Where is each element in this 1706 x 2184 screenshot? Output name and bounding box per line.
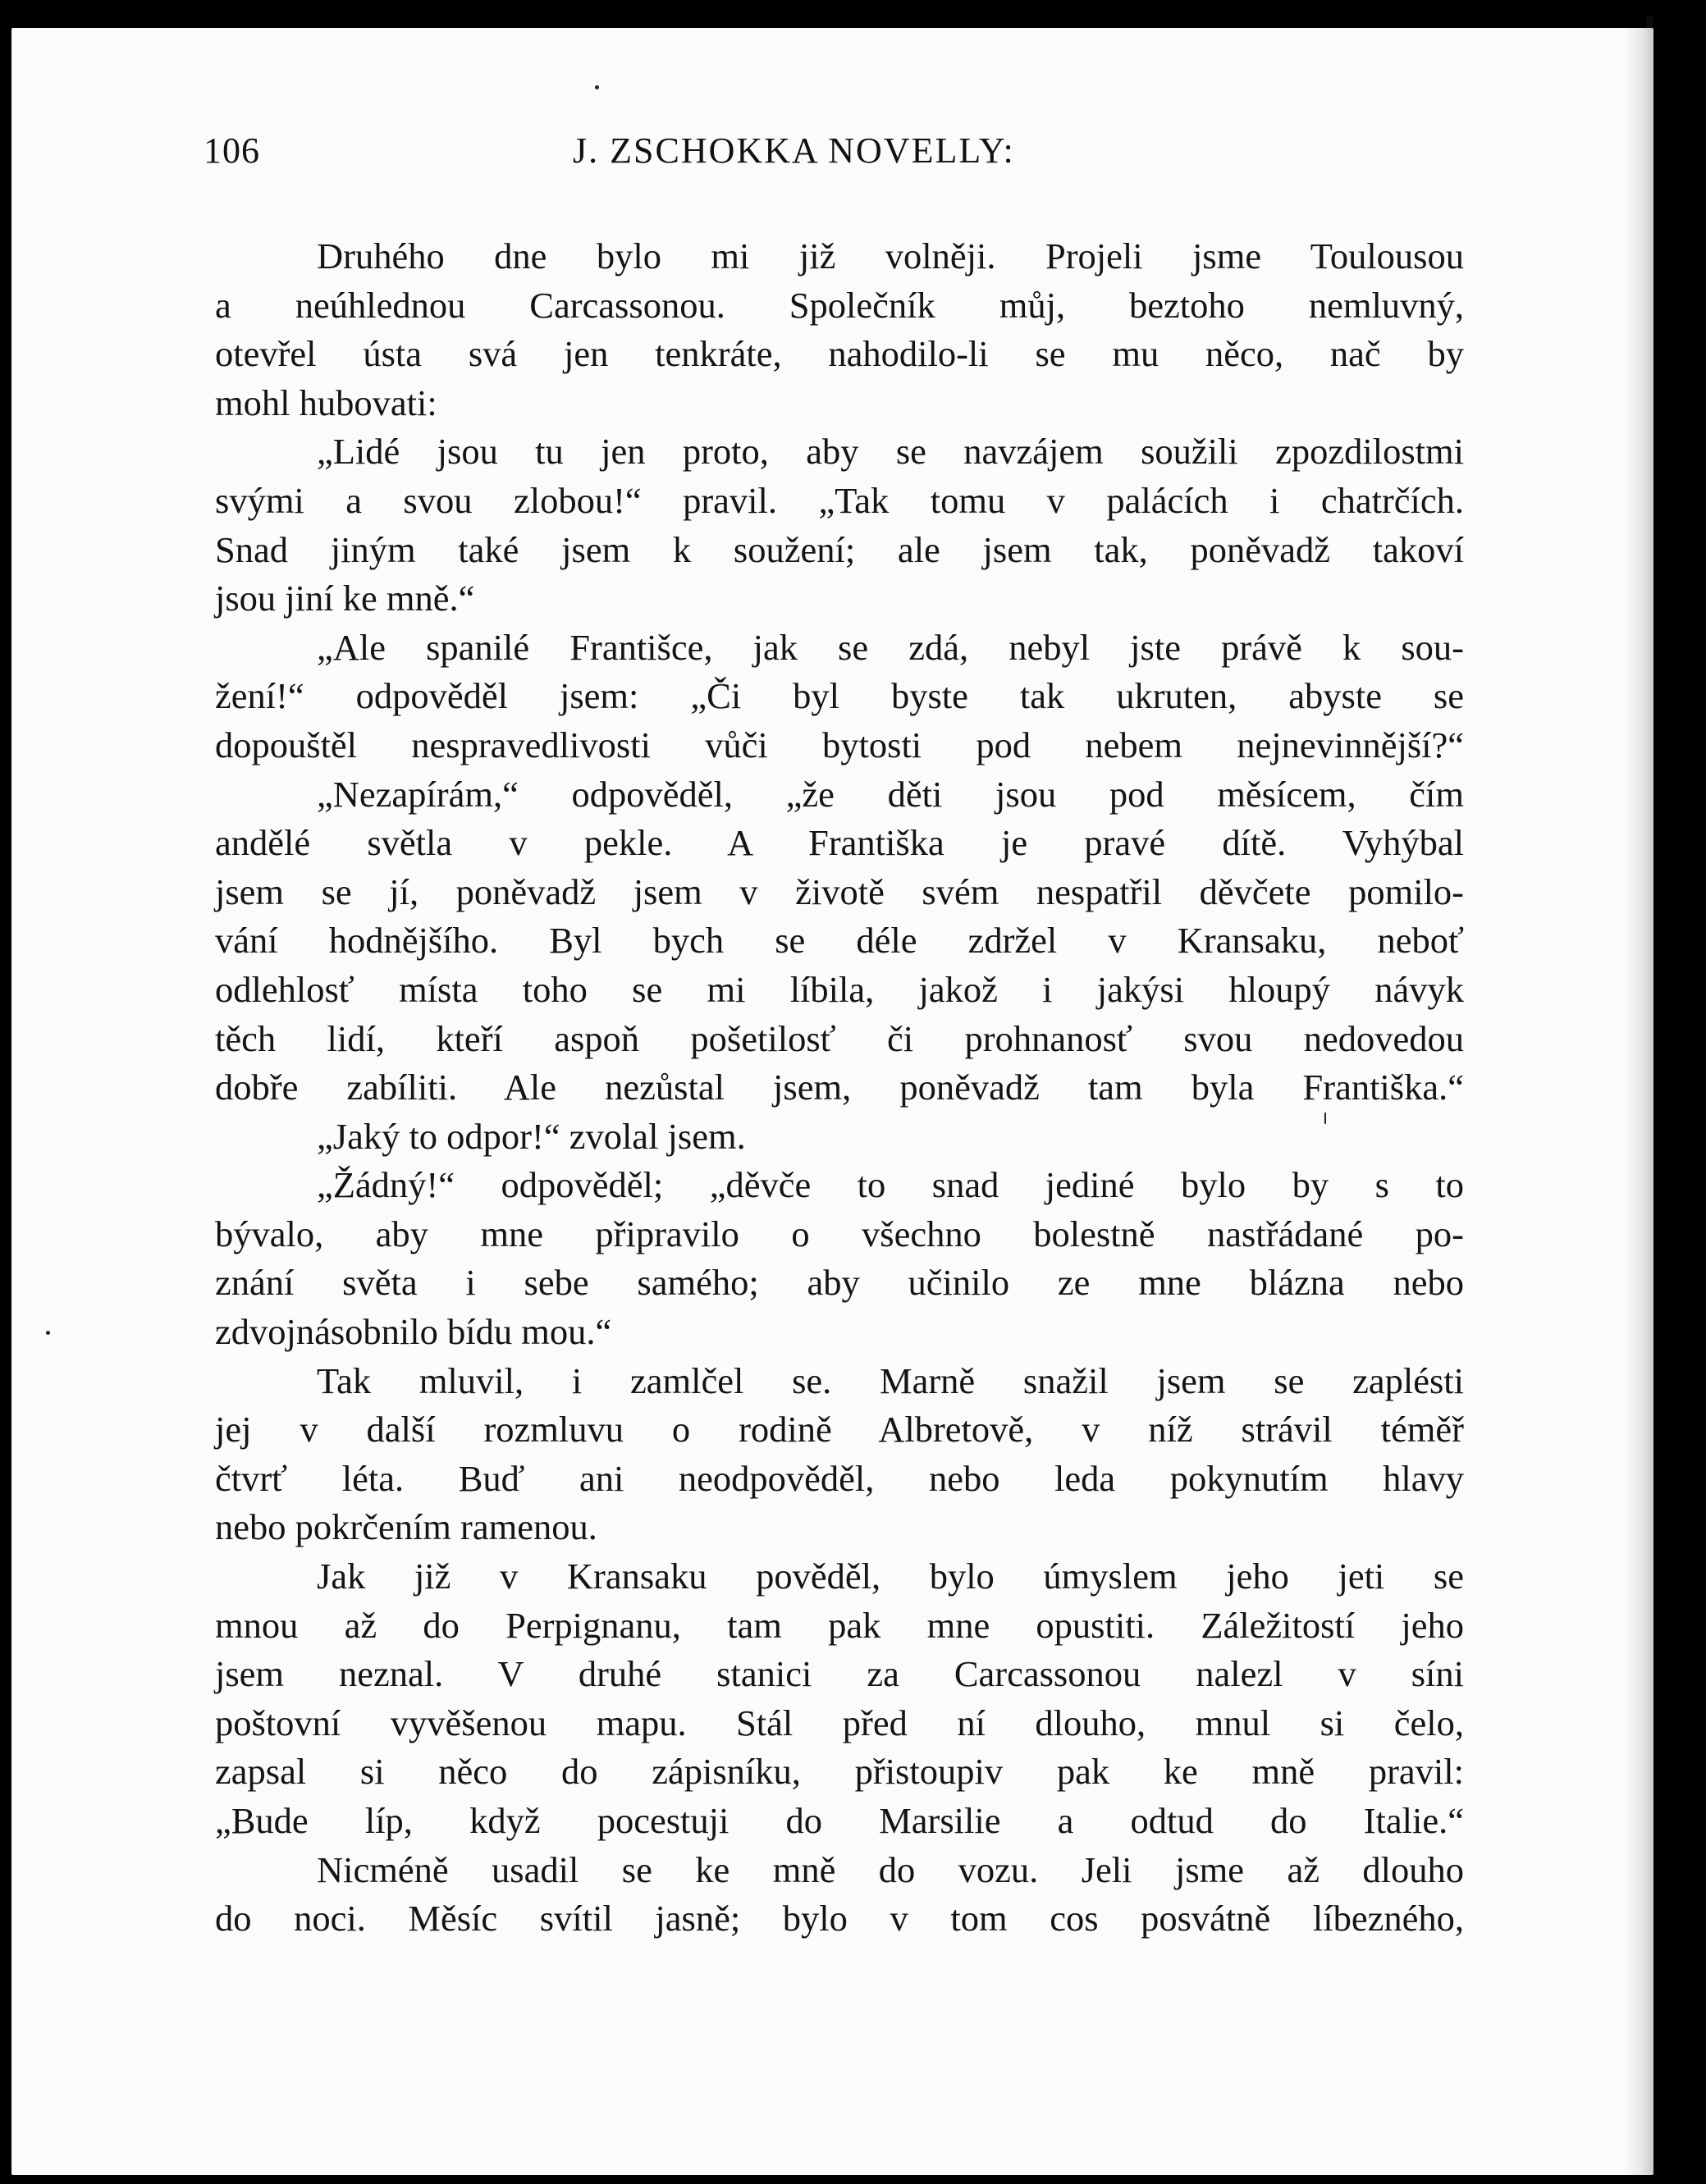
text-line: jsem se jí, poněvadž jsem v životě svém nespatřil děvčete pomilo- (215, 870, 1464, 912)
text-line: Snad jiným také jsem k soužení; ale jsem tak, poněvadž takoví (215, 528, 1464, 570)
text-line: těch lidí, kteří aspoň pošetilosť či prohnanosť svou nedovedou (215, 1017, 1464, 1059)
text-line: „Ale spanilé Františce, jak se zdá, nebyl jste právě k sou- (317, 626, 1464, 668)
text-line: zdvojnásobnilo bídu mou.“ (215, 1311, 612, 1353)
text-line: nebo pokrčením ramenou. (215, 1506, 597, 1548)
text-line: bývalo, aby mne připravilo o všechno bolestně nastřádané po- (215, 1213, 1464, 1254)
text-line: Nicméně usadil se ke mně do vozu. Jeli jsme až dlouho (317, 1848, 1464, 1890)
text-line: zapsal si něco do zápisníku, přistoupiv pak ke mně pravil: (215, 1751, 1464, 1793)
running-title: J. ZSCHOKKA NOVELLY: (573, 130, 1015, 171)
text-line: poštovní vyvěšenou mapu. Stál před ní dlouho, mnul si čelo, (215, 1702, 1464, 1743)
text-line: „Žádný!“ odpověděl; „děvče to snad jediné bylo by s to (317, 1164, 1464, 1206)
text-line: odlehlosť místa toho se mi líbila, jakož i jakýsi hloupý návyk (215, 968, 1464, 1010)
text-line: žení!“ odpověděl jsem: „Či byl byste tak ukruten, abyste se (215, 675, 1464, 717)
text-line: jsem neznal. V druhé stanici za Carcassonou nalezl v síni (215, 1653, 1464, 1695)
text-line: jsou jiní ke mně.“ (215, 578, 475, 619)
text-line: dopouštěl nespravedlivosti vůči bytosti pod nebem nejnevinnější?“ (215, 724, 1464, 765)
scan-speck (595, 85, 599, 89)
text-line: Jak již v Kransaku pověděl, bylo úmyslem jeho jeti se (317, 1556, 1464, 1597)
text-line: „Jaký to odpor!“ zvolal jsem. (317, 1115, 746, 1157)
text-line: znání světa i sebe samého; aby učinilo ze mne blázna nebo (215, 1262, 1464, 1304)
text-line: „Bude líp, když pocestuji do Marsilie a odtud do Italie.“ (215, 1800, 1464, 1841)
text-line: andělé světla v pekle. A Františka je pravé dítě. Vyhýbal (215, 822, 1464, 864)
text-line: „Lidé jsou tu jen proto, aby se navzájem soužili zpozdilostmi (317, 431, 1464, 473)
body-text (215, 232, 1464, 1944)
text-line: mnou až do Perpignanu, tam pak mne opustiti. Záležitostí jeho (215, 1604, 1464, 1646)
text-line: otevřel ústa svá jen tenkráte, nahodilo-li se mu něco, nač by (215, 333, 1464, 375)
text-line: mohl hubovati: (215, 382, 437, 423)
page-edge-shadow (1624, 28, 1653, 2175)
scan-speck (1324, 1113, 1326, 1124)
text-line: dobře zabíliti. Ale nezůstal jsem, poněvadž tam byla Františka.“ (215, 1067, 1464, 1108)
text-line: Tak mluvil, i zamlčel se. Marně snažil jsem se zaplésti (317, 1359, 1464, 1401)
text-line: svými a svou zlobou!“ pravil. „Tak tomu v palácích i chatrčích. (215, 479, 1464, 521)
scan-speck (46, 1331, 50, 1335)
page-number: 106 (204, 130, 260, 171)
text-line: a neúhlednou Carcassonou. Společník můj, beztoho nemluvný, (215, 284, 1464, 326)
text-line: „Nezapírám,“ odpověděl, „že děti jsou pod měsícem, čím (317, 773, 1464, 815)
text-line: Druhého dne bylo mi již volněji. Projeli jsme Toulousou (317, 235, 1464, 276)
running-header (204, 130, 1105, 179)
text-line: čtvrť léta. Buď ani neodpověděl, nebo leda pokynutím hlavy (215, 1457, 1464, 1499)
text-line: do noci. Měsíc svítil jasně; bylo v tom cos posvátně líbezného, (215, 1898, 1464, 1940)
text-line: jej v další rozmluvu o rodině Albretově, v níž strávil téměř (215, 1409, 1464, 1451)
text-line: vání hodnějšího. Byl bych se déle zdržel v Kransaku, neboť (215, 920, 1464, 962)
